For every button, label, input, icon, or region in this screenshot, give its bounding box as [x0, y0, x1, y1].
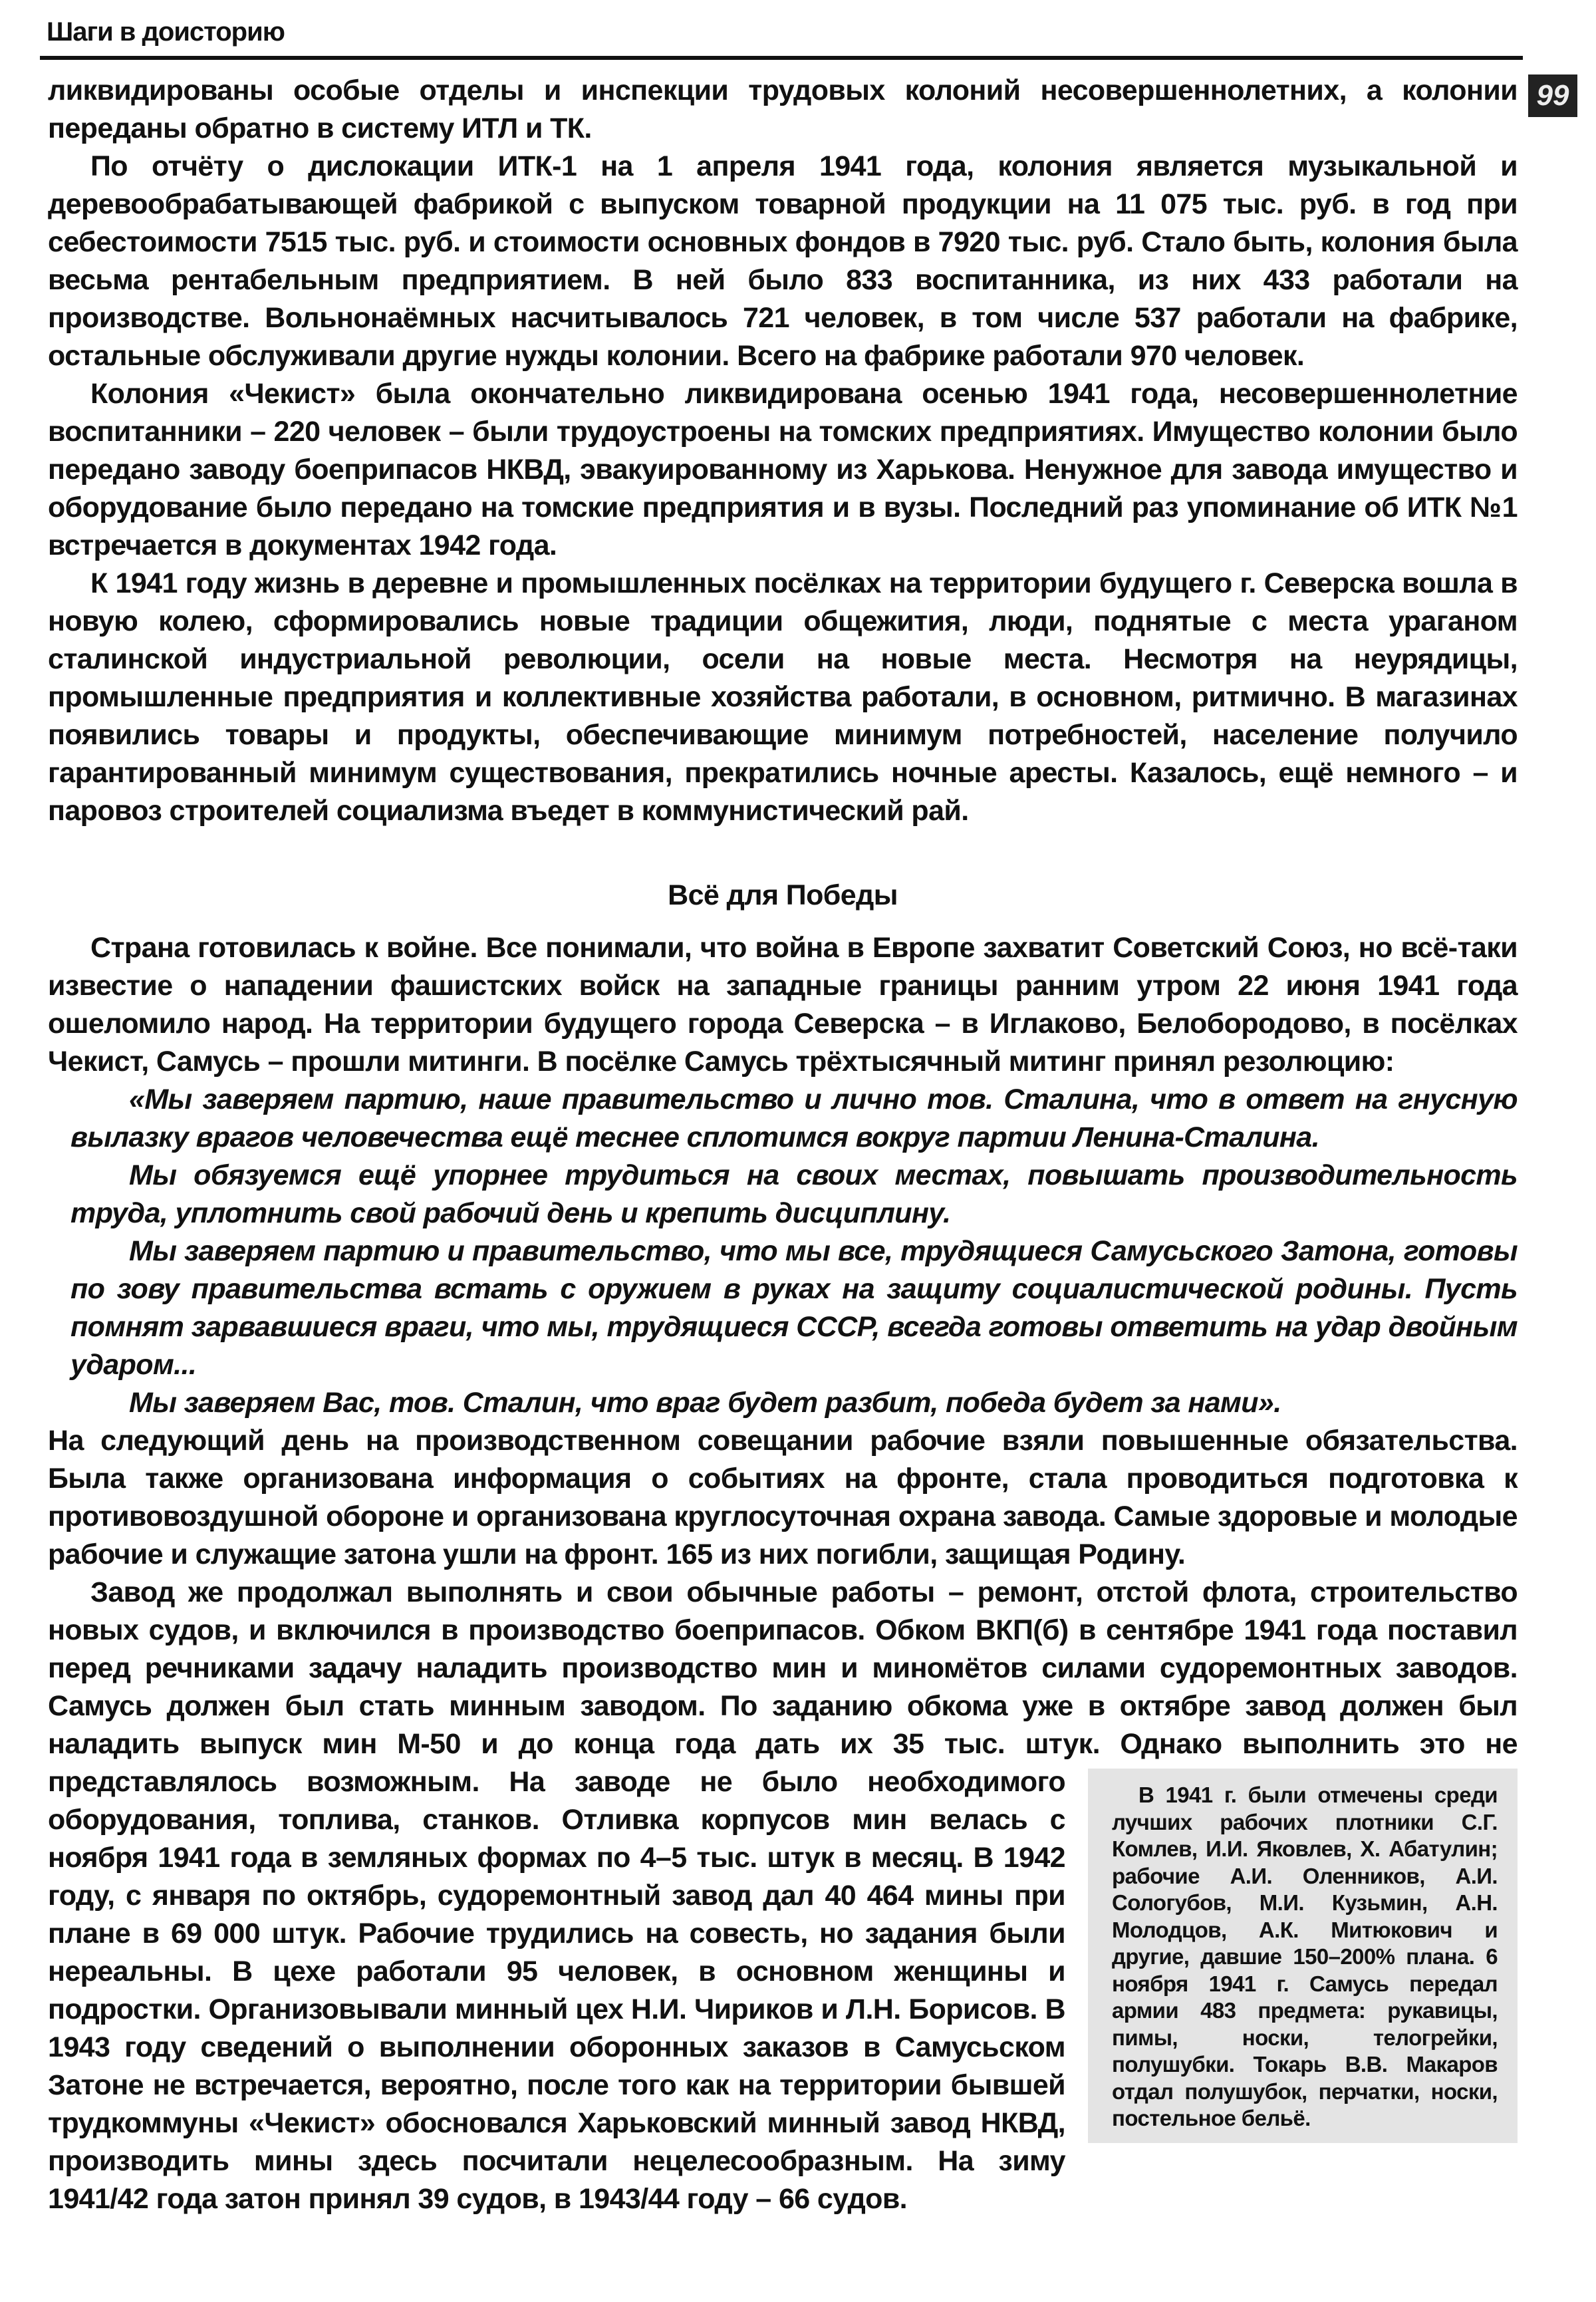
paragraph-with-sidebar	[48, 1574, 1518, 2218]
page-number: 99	[1528, 74, 1577, 117]
quote-paragraph: Мы обязуемся ещё упорнее трудиться на своих местах, повышать производительность труда, уплотнить свой рабочий день и крепить дисциплину.	[70, 1159, 1518, 1229]
paragraph: К 1941 году жизнь в деревне и промышленных посёлках на территории будущего г. Северска вошла в новую колею, сформировались новые традиции общежития, люди, поднятые с места ураганом сталинской индустриальной революции, осели на новые места. Несмотря на неурядицы, промышленные предприятия и коллективные хозяйства работали, в основном, ритмично. В магазинах появились товары и продукты, обеспечивающие минимум потребностей, население получило гарантированный минимум существования, прекратились ночные аресты. Казалось, ещё немного – и паровоз строителей социализма въедет в коммунистический рай.	[48, 567, 1518, 827]
quote-paragraph: «Мы заверяем партию, наше правительство и лично тов. Сталина, что в ответ на гнусную вылазку врагов человечества ещё теснее сплотимся вокруг партии Ленина-Сталина.	[70, 1083, 1518, 1153]
paragraph: По отчёту о дислокации ИТК-1 на 1 апреля 1941 года, колония является музыкальной и деревообрабатывающей фабрикой с выпуском товарной продукции на 11 075 тыс. руб. в год при себестоимости 7515 тыс. руб. и стоимости основных фондов в 7920 тыс. руб. Стало быть, колония была весьма рентабельным предприятием. В ней было 833 воспитанника, из них 433 работали на производстве. Вольнонаёмных насчитывалось 721 человек, в том числе 537 работали на фабрике, остальные обслуживали другие нужды колонии. Всего на фабрике работали 970 человек.	[48, 150, 1518, 372]
paragraph: Колония «Чекист» была окончательно ликвидирована осенью 1941 года, несовершеннолетние воспитанники – 220 человек – были трудоустроены на томских предприятиях. Имущество колонии было передано заводу боеприпасов НКВД, эвакуированному из Харькова. Ненужное для завода имущество и оборудование было передано на томские предприятия и в вузы. Последний раз упоминание об ИТК №1 встречается в документах 1942 года.	[48, 378, 1518, 561]
header-rule	[40, 56, 1523, 60]
page-body	[48, 72, 1518, 2218]
paragraph-text: Завод же продолжал выполнять и свои обычные работы – ремонт, отстой флота, строительство новых судов, и включился в производство боеприпасов. Обком ВКП(б) в сентябре 1941 года поставил перед речниками задачу наладить производство мин и миномётов силами судоремонтных заводов. Самусь должен был стать минным заводом. По заданию обкома уже в октябре завод должен был наладить выпуск мин М-50 и до конца года дать их 35 тыс. штук. Однако выполнить это не представлялось возможным. На заводе не было необходимого оборудования, топлива, станков. Отливка корпусов мин велась с ноября 1941 года в земляных формах по 4–5 тыс. штук в месяц. В 1942 году, с января по октябрь, судоремонтный завод дал 40 464 мины при плане в 69 000 штук. Рабочие трудились на совесть, но задания были нереальны. В цехе работали 95 человек, в основном женщины и подростки. Организовывали минный цех Н.И. Чириков и Л.Н. Борисов. В 1943 году сведений о выполнении оборонных заказов в Самусьском Затоне не встречается, вероятно, после того как на территории бывшей трудкоммуны «Чекист» обосновался Харьковский минный завод НКВД, производить мины здесь посчитали нецелесообразным. На зиму 1941/42 года затон принял 39 судов, в 1943/44 году – 66 судов.	[48, 1576, 1518, 2215]
paragraph: ликвидированы особые отделы и инспекции трудовых колоний несовершеннолетних, а колонии переданы обратно в систему ИТЛ и ТК.	[48, 74, 1518, 144]
section-heading: Всё для Победы	[668, 879, 898, 911]
running-head-title: Шаги в доисторию	[47, 17, 285, 47]
paragraph: Страна готовилась к войне. Все понимали, что война в Европе захватит Советский Союз, но всё-таки известие о нападении фашистских войск на западные границы ранним утром 22 июня 1941 года ошеломило народ. На территории будущего города Северска – в Иглаково, Белобородово, в посёлках Чекист, Самусь – прошли митинги. В посёлке Самусь трёхтысячный митинг принял резолюцию:	[48, 932, 1518, 1078]
sidebar-note: В 1941 г. были отмечены среди лучших рабочих плотники С.Г. Комлев, И.И. Яковлев, Х. Абатулин; рабочие А.И. Оленников, А.И. Сологубов, М.И. Кузьмин, А.Н. Молодцов, А.К. Митюкович и другие, давшие 150–200% плана. 6 ноября 1941 г. Самусь передал армии 483 предмета: рукавицы, пимы, носки, телогрейки, полушубки. Токарь В.В. Макаров отдал полушубок, перчатки, носки, постельное бельё.	[1088, 1769, 1518, 2143]
quote-paragraph: Мы заверяем Вас, тов. Сталин, что враг будет разбит, победа будет за нами».	[129, 1387, 1281, 1419]
quote-paragraph: Мы заверяем партию и правительство, что мы все, трудящиеся Самусьского Затона, готовы по зову правительства встать с оружием в руках на защиту социалистической родины. Пусть помнят зарвавшиеся враги, что мы, трудящиеся СССР, всегда готовы ответить на удар двойным ударом...	[70, 1235, 1518, 1381]
paragraph: На следующий день на производственном совещании рабочие взяли повышенные обязательства. Была также организована информация о событиях на фронте, стала проводиться подготовка к противовоздушной обороне и организована круглосуточная охрана завода. Самые здоровые и молодые рабочие и служащие затона ушли на фронт. 165 из них погибли, защищая Родину.	[48, 1425, 1518, 1570]
